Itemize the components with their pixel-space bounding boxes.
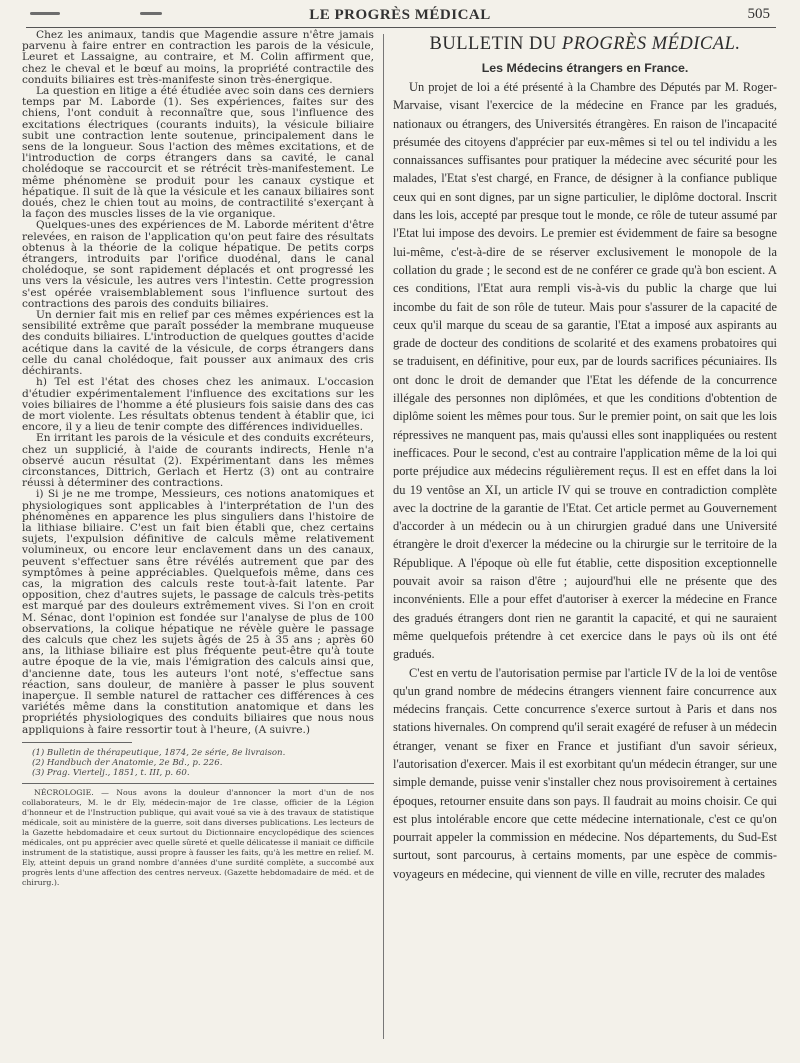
necrology-rule [22,783,374,784]
body-paragraph: Un dernier fait mis en relief par ces mêmes expériences est la sensibilité extrême que paraît posséder la membrane muqueuse des conduits biliaires. L'introduction de quelques gouttes d'acide acétique dans la cavité de la vésicule, de corps étrangers dans celle du canal cholédoque, fait pousser aux animaux des cris déchirants. [22,309,374,378]
article-paragraph: C'est en vertu de l'autorisation permise par l'article IV de la loi de ventôse qu'un grand nombre de médecins étrangers viennent faire concurrence aux médecins français. Cette concurrence s'exerce surtout à Paris et dans nos stations hivernales. On comprend qu'il serait exagéré de refuser à un médecin étranger, venant se fixer en France et justifiant d'un savoir sérieux, l'autorisation d'exercer. Mais il est exorbitant qu'un médecin étranger, sur une simple demande, puisse venir s'installer chez nous provisoirement à certaines époques, retourner ensuite dans son pays. Il faudrait au moins choisir. Ce qui est plus intolérable encore que cette médecine internationale, c'est ce qu'on pourrait appeler la commission en médecine. Nos départements, du Sud-Est surtout, sont parcourus, à certains moments, par une espèce de commis-voyageurs en médecine, qui viennent de ville en ville, recruter des malades [393,665,777,881]
necrology-notice: NÉCROLOGIE. — Nous avons la douleur d'annoncer la mort d'un de nos collaborateurs, M. le dr Ely, médecin-major de 1re classe, officier de la Légion d'honneur et de l'Instruction publique, qui avait voué sa vie à des travaux de statistique médicale, soit au ministère de la guerre, soit dans diverses publications. Les lecteurs de la Gazette hebdomadaire et ceux surtout du Dictionnaire encyclopédique des sciences médicales, ont pu apprécier avec quelle sûreté et quelle délicatesse il maniait ce difficile instrument de la statistique, aussi propre à fausser les faits, qu'à les mettre en relief. M. Ely, atteint depuis un grand nombre d'années d'une surdité complète, a succombé aux progrès lents d'une affection des centres nerveux. (Gazette hebdomadaire de méd. et de chirurg.). [22,787,374,887]
body-paragraph: i) Si je ne me trompe, Messieurs, ces notions anatomiques et physiologiques sont applicables à l'interprétation de l'un des phénomènes en apparence les plus singuliers dans l'histoire de la lithiase biliaire. C'est un fait bien établi que, chez certains sujets, l'expulsion définitive de calculs même relativement volumineux, ou encore leur enclavement dans un des canaux, peuvent s'effectuer sans être révélés autrement que par des symptômes à peine appréciables. Quelquefois même, dans ces cas, la migration des calculs reste tout-à-fait latente. Par opposition, chez d'autres sujets, le passage de calculs très-petits est marqué par des douleurs extrêmement vives. Si l'on en croit M. Sénac, dont l'opinion est fondée sur l'analyse de plus de 100 observations, la colique hépatique ne révèle guère le passage des calculs que chez les sujets âgés de 25 à 35 ans ; après 60 ans, la lithiase biliaire est plus fréquente peut-être qu'à toute autre époque de la vie, mais l'émigration des calculs ainsi que, d'ancienne date, tous les auteurs l'ont noté, s'effectue sans réaction, sans douleur, de manière à passer le plus souvent inaperçue. Il semble naturel de rattacher ces différences à ces variétés même dans la constitution anatomique et dans les propriétés physiologiques des conduits biliaires que nous nous appliquions à faire ressortir tout à l'heure, (A suivre.) [22,488,374,736]
bulletin-heading-italic: PROGRÈS MÉDICAL. [561,34,741,54]
page-number: 505 [747,6,770,22]
journal-title: LE PROGRÈS MÉDICAL [309,7,491,23]
body-paragraph: h) Tel est l'état des choses chez les animaux. L'occasion d'étudier expérimentalement l'influence des excitations sur les voies biliaires de l'homme a été plusieurs fois saisie dans des cas de mort violente. Les résultats obtenus tendent à établir que, ici encore, il y a lieu de tenir compte des différences individuelles. [22,376,374,434]
right-column [393,30,777,883]
article-subheading: Les Médecins étrangers en France. [481,61,689,75]
body-paragraph: En irritant les parois de la vésicule et des conduits excréteurs, chez un supplicié, à l'aide de courants indirects, Henle n'a observé aucun résultat (2). Expérimentant dans les mêmes circonstances, Dittrich, Gerlach et Hertz (3) ont au contraire réussi à déterminer des contractions. [22,432,374,490]
header-rule [26,27,776,28]
column-divider [383,34,384,1039]
body-paragraph: Chez les animaux, tandis que Magendie assure n'être jamais parvenu à faire entrer en contraction les parois de la vésicule, Leuret et Lassaigne, au contraire, et M. Colin affirment que, chez le cheval et le bœuf au moins, la propriété contractile des conduits biliaires est très-manifeste sinon très-énergique. [22,29,374,86]
article-paragraph: Un projet de loi a été présenté à la Chambre des Députés par M. Roger-Marvaise, visant l'exercice de la médecine en France par les gradués, nationaux ou étrangers, des Universités étrangères. En raison de l'incapacité présumée des citoyens d'apprécier par eux-mêmes si tel ou tel individu a les connaissances suffisantes pour pratiquer la médecine avec sécurité pour les malades, l'Etat s'est chargé, en France, de désigner à la confiance publique ceux qui en sont dignes, par un signe particulier, le diplôme doctoral. Inscrit dans les lois, accepté par presque tout le monde, ce rôle de tuteur assumé par l'Etat lui impose des devoirs. Le premier est évidemment de faire sa besogne lui-même, c'est-à-dire de se réserver exclusivement le monopole de la collation du grade ; le second est de ne conférer ce grade qu'à bon escient. A ces conditions, l'Etat aura rempli vis-à-vis du public la charge que lui incombe du fait de son rôle de tuteur. Mais pour s'assurer de la capacité de ceux qu'il marque du sceau de sa garantie, l'Etat a imposé aux aspirants au grade de docteur des conditions de scolarité et des examens probatoires qui se traduisent, en définitive, pour eux, par de lourds sacrifices pécuniaires. Ils ont donc le droit de demander que l'Etat les défende de la concurrence illégale des personnes non diplômées, et que les conditions d'obtention de diplôme soient les mêmes pour tous. Sur le premier point, on sait que les lois répressives ne manquent pas, mais qu'aussi elles sont inappliquées ou restent inefficaces. Pour le second, c'est au contraire l'application même de la loi qui porte préjudice aux médecins régulièrement reçus. Il est en effet dans la loi du 19 ventôse an XI, un article IV qui se trouve en contradiction complète avec la doctrine de la garantie de l'Etat. Cet article permet au Gouvernement d'accorder à un médecin ou à un chirurgien gradué dans une Université étrangère le droit d'exercer la médecine ou la chirurgie sur le territoire de la République. A l'époque où elle fut établie, cette disposition exceptionnelle pouvait avoir sa raison d'être ; aujourd'hui elle ne présente que des inconvénients. Elle a pour effet d'autoriser à exercer la médecine en France des gradués étrangers dont rien ne garantit la capacité, et qui ne sauraient même quelquefois prétendre à cet exercice dans le pays où ils ont été gradués. [393,80,777,662]
footnote-rule [22,742,132,743]
body-paragraph: Quelques-unes des expériences de M. Laborde méritent d'être relevées, en raison de l'application qu'on peut faire des résultats obtenus à la théorie de la colique hépatique. De petits corps étrangers, introduits par l'orifice duodénal, dans le canal cholédoque, se sont rapidement déplacés et ont progressé les uns vers la vésicule, les autres vers l'intestin. Cette progression s'est opérée vraisemblablement sous l'influence surtout des contractions des parois des conduits biliaires. [22,219,374,310]
page-header [0,0,800,26]
left-column [22,30,374,888]
footnote: (2) Handbuch der Anatomie, 2e Bd., p. 226. [32,757,223,768]
footnote: (3) Prag. Viertelj., 1851, t. III, p. 60. [32,767,190,778]
bulletin-heading [393,34,777,55]
footnote: (1) Bulletin de thérapeutique, 1874, 2e série, 8e livraison. [32,747,286,758]
bulletin-heading-plain: BULLETIN DU [429,34,562,54]
body-paragraph: La question en litige a été étudiée avec soin dans ces derniers temps par M. Laborde (1). Ses expériences, faites sur des chiens, l'ont conduit à reconnaître que, sous l'influence des excitations électriques (courants induits), la vésicule biliaire subit une contraction lente soutenue, principalement dans le sens de la longueur. Sous l'action des mêmes excitations, et de l'introduction de corps étrangers dans sa cavité, le canal cholédoque se raccourcit et se rétrécit très-manifestement. Le même phénomène se produit pour les canaux cystique et hépatique. Il suit de là que la vésicule et les canaux biliaires sont doués, chez le chien tout au moins, de contractilité s'exerçant à la façon des muscles lisses de la vie organique. [22,85,374,221]
